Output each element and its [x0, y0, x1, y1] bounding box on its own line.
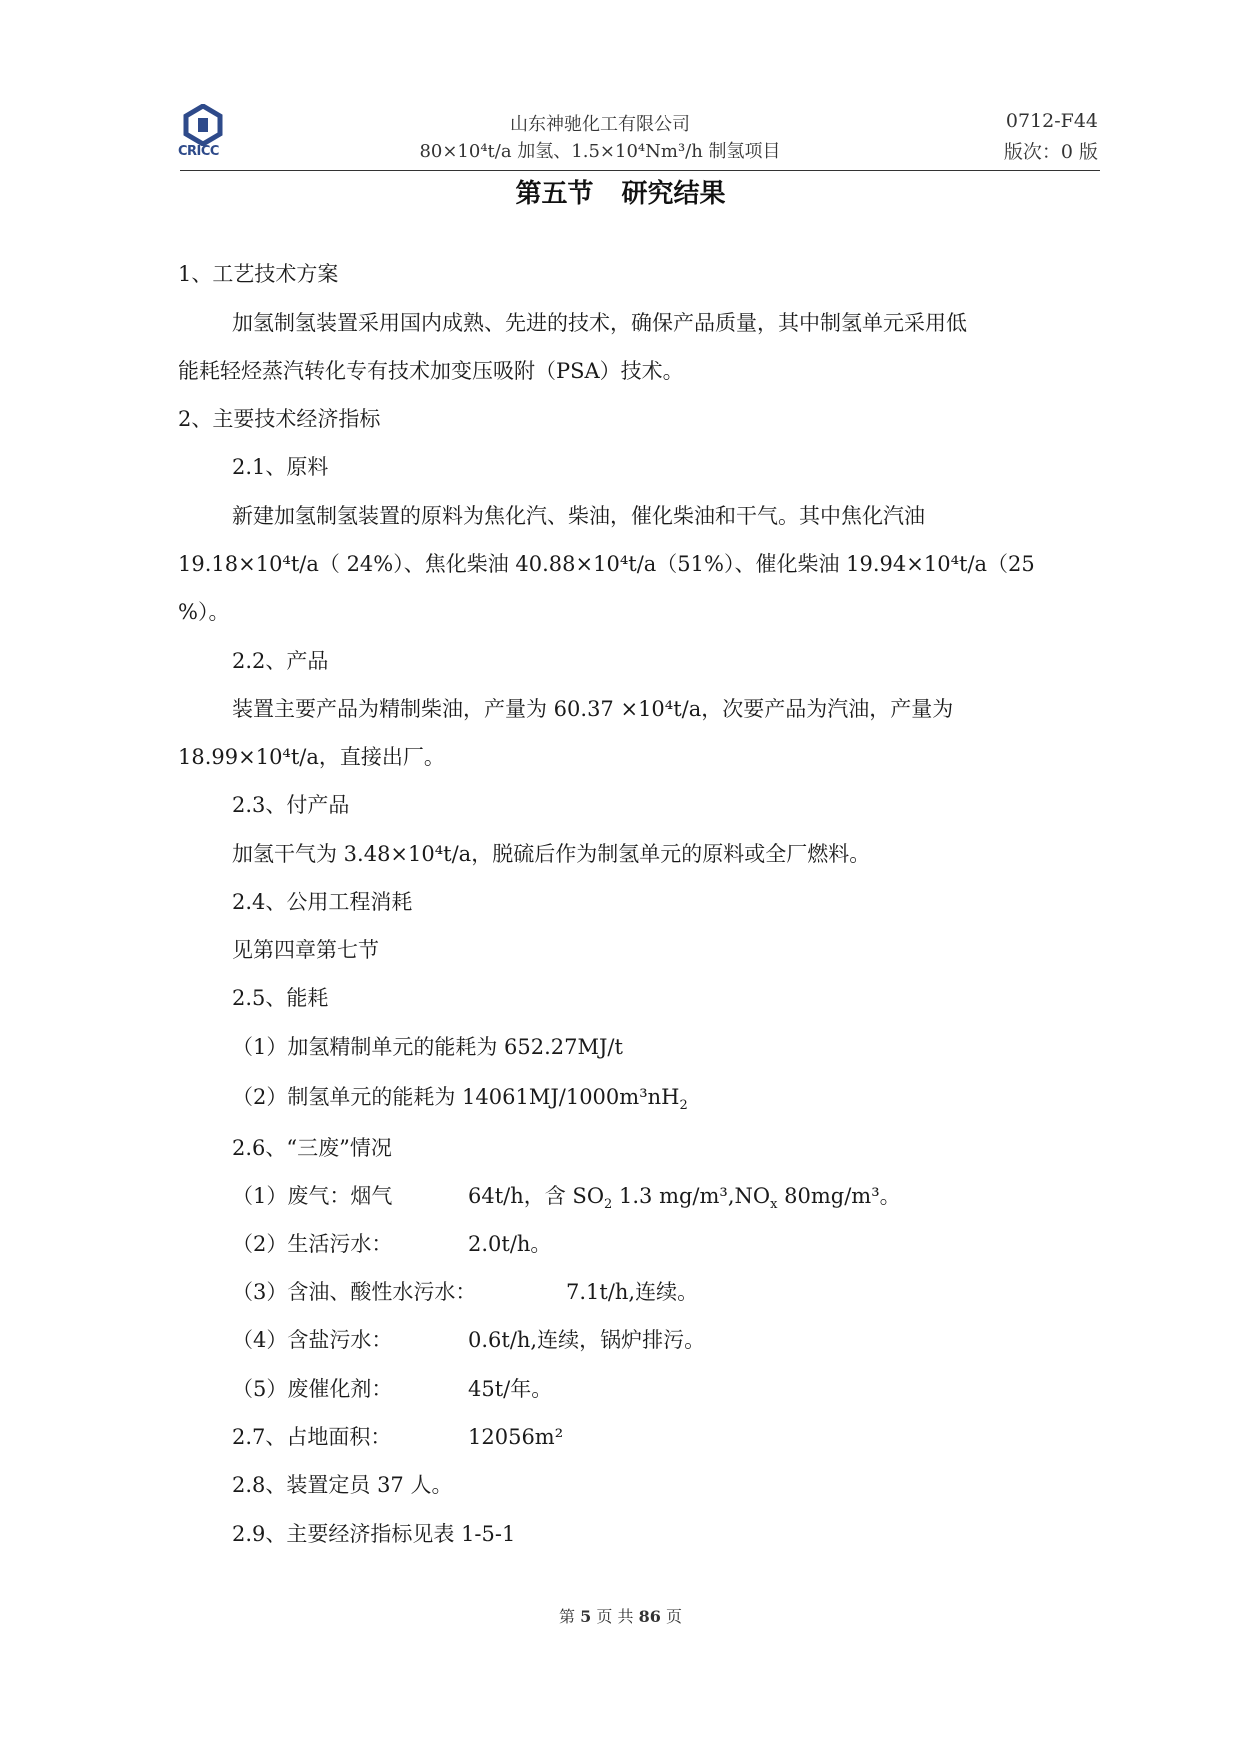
- paragraph-line: 18.99×10⁴t/a，直接出厂。: [178, 745, 445, 769]
- page-total: 86: [638, 1607, 661, 1626]
- paragraph-line: 见第四章第七节: [232, 938, 379, 962]
- list-item: （2）制氢单元的能耗为 $14061MJ/1000m^3nH_2$: [232, 1085, 688, 1113]
- page-number: 5: [580, 1607, 592, 1626]
- section-title: [0, 173, 1241, 210]
- paragraph-line: 加氢干气为 3.48×10⁴t/a，脱硫后作为制氢单元的原料或全厂燃料。: [232, 842, 871, 866]
- section-number: 第五节: [515, 179, 594, 209]
- paragraph-line: 新建加氢制氢装置的原料为焦化汽、柴油，催化柴油和干气。其中焦化汽油: [232, 504, 925, 528]
- page-footer: 第 5 页 共 86 页: [559, 1607, 682, 1626]
- section-heading: 研究结果: [621, 179, 726, 209]
- subheading-staffing: 2.8、装置定员 37 人。: [232, 1473, 453, 1497]
- list-item: （1）废气：烟气 64t/h，含 $SO_2$ 1.3 $mg/m^3,NO_x$ 80mg/m³。: [232, 1184, 901, 1212]
- subheading-products: 2.2、产品: [232, 649, 329, 673]
- company-name: 山东神驰化工有限公司: [510, 114, 690, 135]
- paragraph-line: %）。: [178, 600, 230, 624]
- cricc-logo-icon: [180, 104, 226, 146]
- company-logo: [180, 104, 230, 162]
- subheading-energy: 2.5、能耗: [232, 986, 329, 1010]
- paragraph-line: 加氢制氢装置采用国内成熟、先进的技术，确保产品质量，其中制氢单元采用低: [232, 311, 967, 335]
- heading-process: 1、工艺技术方案: [178, 262, 339, 286]
- list-item: （4）含盐污水： 0.6t/h,连续，锅炉排污。: [232, 1328, 706, 1352]
- subheading-byproducts: 2.3、付产品: [232, 793, 350, 817]
- heading-indicators: 2、主要技术经济指标: [178, 407, 381, 431]
- subheading-utilities: 2.4、公用工程消耗: [232, 890, 413, 914]
- list-item: （5）废催化剂： 45t/年。: [232, 1377, 553, 1401]
- subheading-area: 2.7、占地面积： 12056m²: [232, 1425, 564, 1449]
- page-header: [180, 104, 1100, 172]
- subheading-economics: 2.9、主要经济指标见表 1-5-1: [232, 1522, 516, 1546]
- list-item: （3）含油、酸性水污水： 7.1t/h,连续。: [232, 1280, 699, 1304]
- document-number: 0712-F44: [1005, 110, 1098, 132]
- subheading-waste: 2.6、“三废”情况: [232, 1136, 392, 1160]
- paragraph-line: 19.18×10⁴t/a（ 24%）、焦化柴油 40.88×10⁴t/a（51%）、催化柴油 19.94×10⁴t/a（25: [178, 552, 1035, 576]
- subheading-feedstock: 2.1、原料: [232, 455, 329, 479]
- paragraph-line: 装置主要产品为精制柴油，产量为 60.37 ×10⁴t/a，次要产品为汽油，产量为: [232, 697, 954, 721]
- project-name: 80×10⁴t/a 加氢、1.5×10⁴Nm³/h 制氢项目: [419, 141, 781, 162]
- logo-text: CRICC: [178, 144, 219, 159]
- revision: 版次：0 版: [1003, 141, 1098, 163]
- list-item: （1）加氢精制单元的能耗为 652.27MJ/t: [232, 1035, 623, 1059]
- list-item: （2）生活污水： 2.0t/h。: [232, 1232, 552, 1256]
- paragraph-line: 能耗轻烃蒸汽转化专有技术加变压吸附（PSA）技术。: [178, 359, 684, 383]
- header-rule: [180, 170, 1100, 171]
